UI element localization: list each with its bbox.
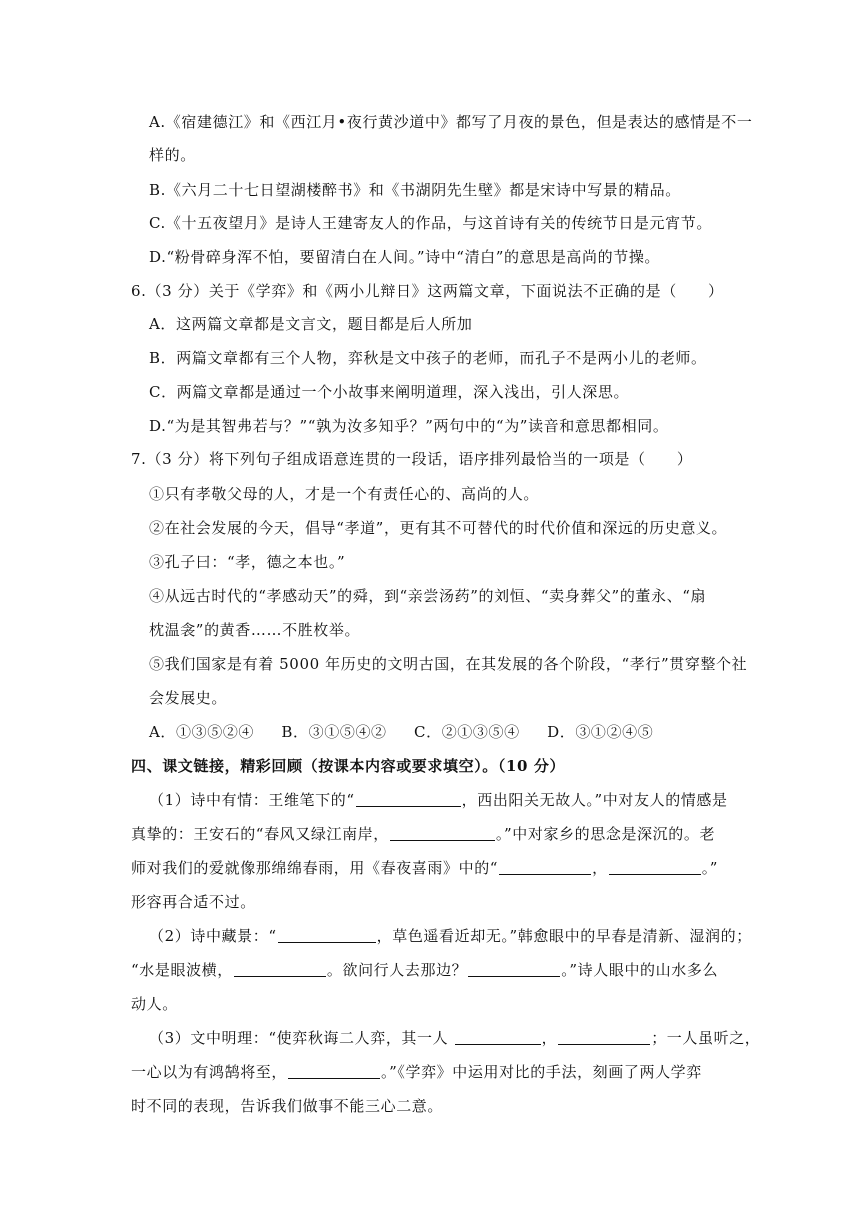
q5-option-c: C.《十五夜望月》是诗人王建寄友人的作品，与这首诗有关的传统节日是元宵节。 bbox=[149, 214, 712, 232]
text: ；一人虽听之， bbox=[651, 1029, 761, 1047]
text: 。”诗人眼中的山水多么 bbox=[561, 961, 719, 979]
text: 真挚的：王安石的“春风又绿江南岸， bbox=[131, 825, 389, 843]
q7-sentence-2: ②在社会发展的今天，倡导“孝道”，更有其不可替代的时代价值和深远的历史意义。 bbox=[149, 519, 728, 537]
q7-stem: 7.（3 分）将下列句子组成语意连贯的一段话，语序排列最恰当的一项是（ ） bbox=[131, 450, 693, 468]
q7-sentence-4-line2: 枕温衾”的黄香……不胜枚举。 bbox=[149, 621, 361, 639]
fill-blank[interactable] bbox=[278, 927, 376, 943]
text: 。” bbox=[701, 859, 719, 877]
q5-option-a-line1: A.《宿建德江》和《西江月•夜行黄沙道中》都写了月夜的景色，但是表达的感情是不一 bbox=[149, 113, 753, 131]
fill-blank[interactable] bbox=[609, 859, 701, 875]
q5-option-d: D.“粉骨碎身浑不怕，要留清白在人间。”诗中“清白”的意思是高尚的节操。 bbox=[149, 248, 661, 266]
s4-p2-line2 bbox=[131, 960, 718, 980]
text: 。”中对家乡的思念是深沉的。老 bbox=[495, 825, 716, 843]
q7-sentence-5-line2: 会发展史。 bbox=[149, 689, 228, 707]
s4-p1-line3 bbox=[131, 858, 718, 878]
fill-blank[interactable] bbox=[356, 791, 461, 807]
q7-option-c: C．②①③⑤④ bbox=[414, 723, 520, 741]
text: ， bbox=[592, 859, 608, 877]
q7-sentence-3: ③孔子曰：“孝，德之本也。” bbox=[149, 553, 346, 571]
q7-options bbox=[149, 722, 675, 742]
text: 。欲问行人去那边？ bbox=[326, 961, 468, 979]
q6-stem: 6.（3 分）关于《学弈》和《两小儿辩日》这两篇文章，下面说法不正确的是（ ） bbox=[131, 282, 724, 300]
text: ，草色遥看近却无。”韩愈眼中的早春是清新、湿润的； bbox=[376, 927, 752, 945]
s4-p1-line1 bbox=[149, 790, 728, 810]
text: （2）诗中藏景：“ bbox=[149, 927, 277, 945]
fill-blank[interactable] bbox=[558, 1029, 650, 1045]
q7-option-a: A．①③⑤②④ bbox=[149, 723, 255, 741]
q7-sentence-1: ①只有孝敬父母的人，才是一个有责任心的、高尚的人。 bbox=[149, 485, 540, 503]
fill-blank[interactable] bbox=[288, 1063, 380, 1079]
text: ，西出阳关无故人。”中对友人的情感是 bbox=[461, 791, 728, 809]
q6-option-a: A．这两篇文章都是文言文，题目都是后人所加 bbox=[149, 315, 473, 333]
q6-option-d: D.“为是其智弗若与？”“孰为汝多知乎？”两句中的“为”读音和意思都相同。 bbox=[149, 417, 669, 435]
s4-p2-line1 bbox=[149, 926, 752, 946]
text: 师对我们的爱就像那绵绵春雨，用《春夜喜雨》中的“ bbox=[131, 859, 499, 877]
fill-blank[interactable] bbox=[390, 825, 495, 841]
s4-p1-line4: 形容再合适不过。 bbox=[131, 893, 256, 911]
text: 一心以为有鸿鹄将至， bbox=[131, 1063, 288, 1081]
section4-title: 四、课文链接，精彩回顾（按课本内容或要求填空）。（10 分） bbox=[131, 757, 566, 775]
text: 。”《学弈》中运用对比的手法，刻画了两人学弈 bbox=[381, 1063, 702, 1081]
fill-blank[interactable] bbox=[468, 961, 560, 977]
s4-p2-line3: 动人。 bbox=[131, 995, 178, 1013]
text: （3）文中明理：“使弈秋诲二人弈，其一人 bbox=[149, 1029, 454, 1047]
text: “水是眼波横， bbox=[131, 961, 233, 979]
q5-option-b: B.《六月二十七日望湖楼醉书》和《书湖阴先生壁》都是宋诗中写景的精品。 bbox=[149, 181, 681, 199]
s4-p3-line2 bbox=[131, 1062, 702, 1082]
q7-sentence-5-line1: ⑤我们国家是有着 5000 年历史的文明古国，在其发展的各个阶段，“孝行”贯穿整个社 bbox=[149, 655, 748, 673]
text: （1）诗中有情：王维笔下的“ bbox=[149, 791, 355, 809]
q6-option-b: B．两篇文章都有三个人物，弈秋是文中孩子的老师，而孔子不是两小儿的老师。 bbox=[149, 349, 707, 367]
s4-p3-line3: 时不同的表现，告诉我们做事不能三心二意。 bbox=[131, 1097, 444, 1115]
s4-p1-line2 bbox=[131, 824, 715, 844]
q6-option-c: C．两篇文章都是通过一个小故事来阐明道理，深入浅出，引人深思。 bbox=[149, 383, 630, 401]
fill-blank[interactable] bbox=[499, 859, 591, 875]
s4-p3-line1 bbox=[149, 1028, 760, 1048]
q7-sentence-4-line1: ④从远古时代的“孝感动天”的舜，到“亲尝汤药”的刘恒、“卖身葬父”的董永、“扇 bbox=[149, 587, 707, 605]
fill-blank[interactable] bbox=[234, 961, 326, 977]
fill-blank[interactable] bbox=[455, 1029, 541, 1045]
q7-option-d: D．③①②④⑤ bbox=[547, 723, 654, 741]
q5-option-a-line2: 样的。 bbox=[149, 146, 196, 164]
text: ， bbox=[541, 1029, 558, 1047]
q7-option-b: B．③①⑤④② bbox=[281, 723, 387, 741]
